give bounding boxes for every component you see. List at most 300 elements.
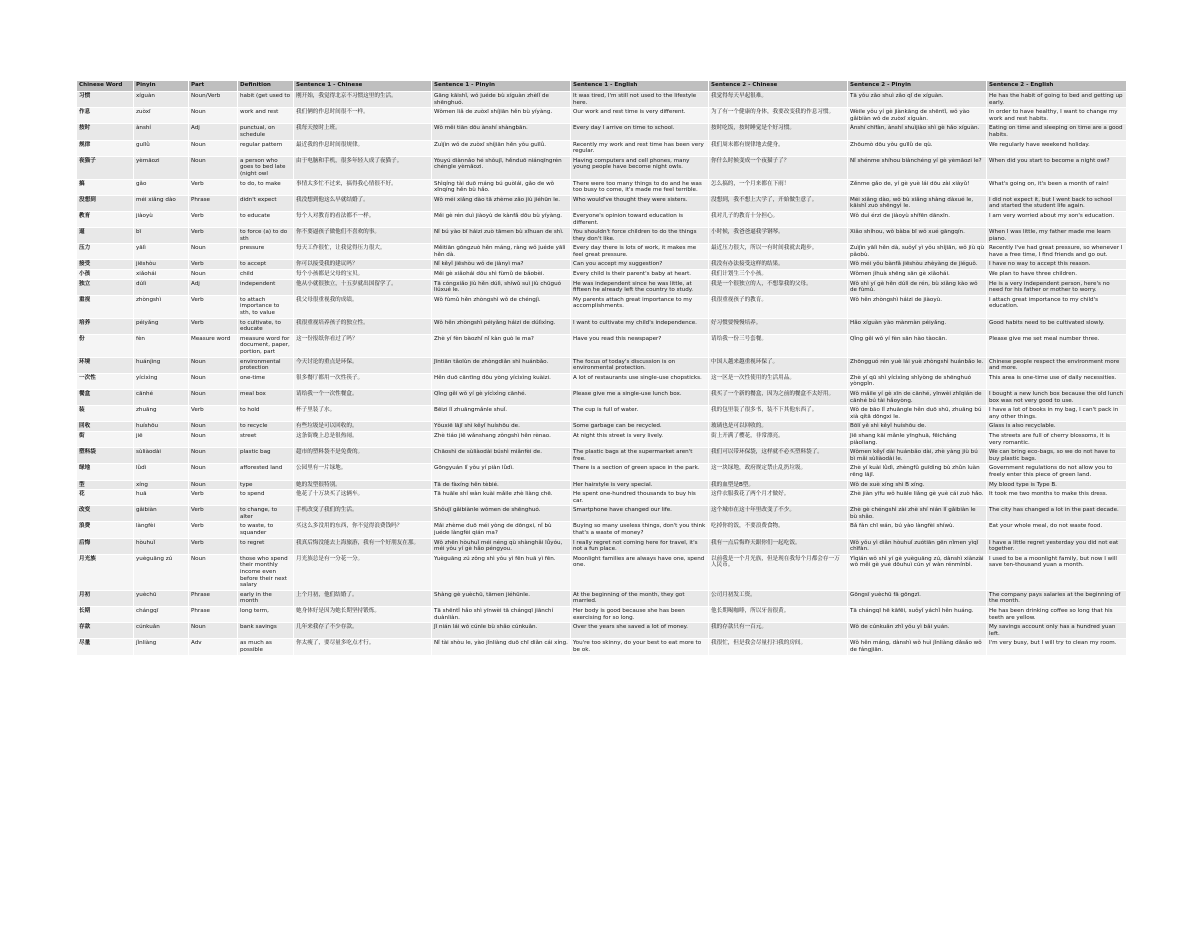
cell-pinyin: yuèchū xyxy=(134,590,189,606)
column-header-pinyin: Pinyin xyxy=(134,81,189,92)
cell-sentence1-chinese: 手机改变了我们的生活。 xyxy=(294,506,432,522)
cell-sentence2-english: Government regulations do not allow you to freely enter this piece of green land. xyxy=(987,464,1127,480)
cell-sentence2-english: When did you start to become a night owl? xyxy=(987,156,1127,179)
cell-sentence2-pinyin: Wǒ duì érzi de jiàoyù shífēn dānxīn. xyxy=(848,211,987,227)
cell-sentence2-english: We plan to have three children. xyxy=(987,270,1127,280)
cell-part: Noun xyxy=(189,448,238,464)
cell-sentence2-chinese: 最近压力很大，所以一有时间我就去跑步。 xyxy=(709,244,848,260)
cell-pinyin: làngfèi xyxy=(134,522,189,538)
cell-chinese-word: 改变 xyxy=(77,506,134,522)
table-row xyxy=(77,389,1127,405)
cell-sentence1-english: Recently my work and rest time has been very regular. xyxy=(571,140,709,156)
cell-sentence1-chinese: 买这么多没用的东西，你不觉得浪费钱吗？ xyxy=(294,522,432,538)
cell-sentence2-chinese: 按时吃饭，按时睡觉是个好习惯。 xyxy=(709,124,848,140)
cell-sentence1-pinyin: Wǒmen liǎ de zuòxī shíjiān hěn bù yíyàng. xyxy=(432,108,571,124)
cell-sentence1-chinese: 他从小就很独立，十五岁就出国留学了。 xyxy=(294,279,432,295)
cell-pinyin: xíng xyxy=(134,480,189,490)
cell-chinese-word: 花 xyxy=(77,490,134,506)
cell-sentence2-english: My savings account only has a hundred yuan left. xyxy=(987,623,1127,639)
cell-sentence1-pinyin: Tā shēntǐ hǎo shì yīnwèi tā chángqī jiānchí duànliàn. xyxy=(432,607,571,623)
cell-sentence2-english: He is a very independent person, here's no need for his father or mother to worry. xyxy=(987,279,1127,295)
cell-part: Phrase xyxy=(189,195,238,211)
cell-sentence1-pinyin: Tā huāle shí wàn kuài mǎile zhè liàng chē. xyxy=(432,490,571,506)
cell-sentence2-chinese: 我的血型是B型。 xyxy=(709,480,848,490)
cell-sentence1-pinyin: Nǐ bú yào bī háizi zuò tāmen bù xǐhuan de shì. xyxy=(432,228,571,244)
cell-definition: to change, to alter xyxy=(238,506,294,522)
cell-definition: one-time xyxy=(238,373,294,389)
cell-sentence2-pinyin: Zěnme gǎo de, yí gè yuè lái dōu zài xiàyǔ! xyxy=(848,179,987,195)
column-header-chinese-word: Chinese Word xyxy=(77,81,134,92)
cell-sentence2-english: When I was little, my father made me learn piano. xyxy=(987,228,1127,244)
cell-sentence1-chinese: 我父母很重视我的成绩。 xyxy=(294,295,432,318)
cell-sentence1-pinyin: Tā de fàxíng hěn tèbié. xyxy=(432,480,571,490)
cell-sentence1-chinese: 你不要逼孩子做他们不喜欢的事。 xyxy=(294,228,432,244)
cell-pinyin: zhuāng xyxy=(134,406,189,422)
table-row xyxy=(77,538,1127,554)
table-row xyxy=(77,195,1127,211)
cell-definition: punctual, on schedule xyxy=(238,124,294,140)
cell-pinyin: yālì xyxy=(134,244,189,260)
cell-chinese-word: 一次性 xyxy=(77,373,134,389)
cell-chinese-word: 重视 xyxy=(77,295,134,318)
cell-sentence2-chinese: 请给我一份三号套餐。 xyxy=(709,334,848,357)
cell-sentence1-english: Moonlight families are always have one, spend one. xyxy=(571,554,709,590)
header-row xyxy=(77,81,1127,92)
cell-chinese-word: 存款 xyxy=(77,623,134,639)
table-row xyxy=(77,179,1127,195)
cell-sentence2-chinese: 公司月初发工资。 xyxy=(709,590,848,606)
cell-sentence2-english: Good habits need to be cultivated slowly. xyxy=(987,318,1127,334)
cell-part: Verb xyxy=(189,490,238,506)
cell-sentence2-pinyin: Zhè gè chéngshì zài zhè shí nián lǐ gǎibiàn le bù shǎo. xyxy=(848,506,987,522)
cell-definition: independent xyxy=(238,279,294,295)
column-header-sentence1-english: Sentence 1 - English xyxy=(571,81,709,92)
cell-part: Measure word xyxy=(189,334,238,357)
cell-sentence2-chinese: 我觉得每天早起很难。 xyxy=(709,92,848,108)
cell-sentence2-pinyin: Xiǎo shíhou, wǒ bàba bī wǒ xué gāngqín. xyxy=(848,228,987,244)
cell-chinese-word: 教育 xyxy=(77,211,134,227)
cell-chinese-word: 规律 xyxy=(77,140,134,156)
cell-sentence2-english: In order to have healthy, I want to change my work and rest habits. xyxy=(987,108,1127,124)
cell-sentence2-english: I am very worried about my son's education. xyxy=(987,211,1127,227)
cell-part: Verb xyxy=(189,295,238,318)
cell-chinese-word: 长期 xyxy=(77,607,134,623)
cell-chinese-word: 绿地 xyxy=(77,464,134,480)
cell-definition: regular pattern xyxy=(238,140,294,156)
cell-sentence2-english: The streets are full of cherry blossoms, it is very romantic. xyxy=(987,431,1127,447)
cell-sentence2-chinese: 这一区是一次性使用的生活用品。 xyxy=(709,373,848,389)
cell-sentence1-pinyin: Wǒ méi xiǎng dào tā zhème zǎo jiù jiéhūn le. xyxy=(432,195,571,211)
cell-sentence2-chinese: 玻璃也是可以回收的。 xyxy=(709,422,848,432)
table-row xyxy=(77,228,1127,244)
cell-sentence2-pinyin: Méi xiǎng dào, wǒ bù xiǎng shàng dàxué le, kāishǐ zuò shēngyì le. xyxy=(848,195,987,211)
cell-sentence2-english: Recently I've had great pressure, so whenever I have a free time, I find friends and go out. xyxy=(987,244,1127,260)
cell-sentence1-english: The focus of today's discussion is on environmental protection. xyxy=(571,357,709,373)
cell-sentence1-chinese: 刚开始，我觉得北京不习惯这里的生活。 xyxy=(294,92,432,108)
cell-sentence1-english: At the beginning of the month, they got married. xyxy=(571,590,709,606)
cell-chinese-word: 份 xyxy=(77,334,134,357)
cell-pinyin: huánjìng xyxy=(134,357,189,373)
cell-sentence1-english: There were too many things to do and he was too busy to come, it's made me feel terrible. xyxy=(571,179,709,195)
cell-sentence1-pinyin: Nǐ tài shòu le, yào jǐnliàng duō chī diǎn cái xíng. xyxy=(432,639,571,655)
cell-part: Noun xyxy=(189,270,238,280)
cell-sentence1-chinese: 我每天按时上班。 xyxy=(294,124,432,140)
cell-sentence1-chinese: 你太瘦了，要尽量多吃点才行。 xyxy=(294,639,432,655)
cell-sentence1-english: He was independent since he was little, at fifteen he already left the country to study. xyxy=(571,279,709,295)
cell-pinyin: jiēshòu xyxy=(134,260,189,270)
cell-sentence1-pinyin: Yǒuxiē lājī shì kěyǐ huíshōu de. xyxy=(432,422,571,432)
cell-sentence1-english: The cup is full of water. xyxy=(571,406,709,422)
cell-sentence2-pinyin: Zhè yí kuài lǜdì, zhèngfǔ guīdìng bù zhǔn luàn rēng lājī. xyxy=(848,464,987,480)
cell-sentence1-english: Every day there is lots of work, it makes me feel great pressure. xyxy=(571,244,709,260)
cell-sentence1-chinese: 公园里有一片绿地。 xyxy=(294,464,432,480)
cell-sentence2-pinyin: Wèile yǒu yí gè jiànkāng de shēntǐ, wǒ yào gǎibiàn wǒ de zuòxī xíguàn. xyxy=(848,108,987,124)
cell-sentence1-english: A lot of restaurants use single-use chopsticks. xyxy=(571,373,709,389)
column-header-definition: Definition xyxy=(238,81,294,92)
cell-part: Noun xyxy=(189,108,238,124)
cell-part: Noun xyxy=(189,140,238,156)
cell-definition: work and rest xyxy=(238,108,294,124)
cell-sentence2-english: I bought a new lunch box because the old lunch box was not very good to use. xyxy=(987,389,1127,405)
cell-sentence1-chinese: 今天讨论的重点是环保。 xyxy=(294,357,432,373)
cell-sentence2-chinese: 我有一点后悔昨天跟你们一起吃饭。 xyxy=(709,538,848,554)
cell-sentence1-chinese: 几年来我存了不少存款。 xyxy=(294,623,432,639)
cell-sentence1-chinese: 有些垃圾是可以回收的。 xyxy=(294,422,432,432)
cell-sentence1-pinyin: Mǎi zhème duō méi yòng de dōngxi, nǐ bù juéde làngfèi qián ma? xyxy=(432,522,571,538)
cell-sentence2-english: Eating on time and sleeping on time are a good habits. xyxy=(987,124,1127,140)
cell-sentence2-pinyin: Qǐng gěi wǒ yí fèn sān hào tàocān. xyxy=(848,334,987,357)
cell-sentence1-chinese: 她身体好是因为她长期坚持锻炼。 xyxy=(294,607,432,623)
cell-sentence1-pinyin: Hěn duō cāntīng dōu yòng yícìxìng kuàizi. xyxy=(432,373,571,389)
cell-sentence1-english: The plastic bags at the supermarket aren't free. xyxy=(571,448,709,464)
cell-chinese-word: 搞 xyxy=(77,179,134,195)
cell-pinyin: ànshí xyxy=(134,124,189,140)
cell-sentence1-pinyin: Bēizi lǐ zhuāngmǎnle shuǐ. xyxy=(432,406,571,422)
cell-sentence1-chinese: 我们俩的作息时间很不一样。 xyxy=(294,108,432,124)
cell-definition: pressure xyxy=(238,244,294,260)
cell-sentence2-chinese: 我们可以带环保袋，这样就不必买塑料袋了。 xyxy=(709,448,848,464)
cell-sentence2-chinese: 怎么搞的，一个月来都在下雨！ xyxy=(709,179,848,195)
cell-sentence2-chinese: 我的存款只有一百元。 xyxy=(709,623,848,639)
cell-sentence2-english: I have no way to accept this reason. xyxy=(987,260,1127,270)
cell-sentence1-chinese: 我没想到他这么早就结婚了。 xyxy=(294,195,432,211)
cell-sentence2-english: Glass is also recyclable. xyxy=(987,422,1127,432)
cell-sentence1-chinese: 由于电脑和手机，很多年轻人成了夜猫子。 xyxy=(294,156,432,179)
cell-sentence2-chinese: 中国人越来越重视环保了。 xyxy=(709,357,848,373)
cell-sentence1-english: Her body is good because she has been exercising for so long. xyxy=(571,607,709,623)
cell-pinyin: huíshōu xyxy=(134,422,189,432)
cell-sentence2-chinese: 为了有一个健康的身体，我要改变我的作息习惯。 xyxy=(709,108,848,124)
cell-sentence1-pinyin: Qǐng gěi wǒ yí gè yícìxìng cānhé. xyxy=(432,389,571,405)
cell-part: Verb xyxy=(189,228,238,244)
column-header-sentence2-pinyin: Sentence 2 - Pinyin xyxy=(848,81,987,92)
cell-definition: bank savings xyxy=(238,623,294,639)
cell-sentence1-pinyin: Jǐ nián lái wǒ cúnle bù shǎo cúnkuǎn. xyxy=(432,623,571,639)
cell-sentence1-english: I really regret not coming here for travel, it's not a fun place. xyxy=(571,538,709,554)
cell-sentence1-chinese: 很多餐厅都用一次性筷子。 xyxy=(294,373,432,389)
cell-definition: to force (a) to do sth xyxy=(238,228,294,244)
table-row xyxy=(77,279,1127,295)
table-row xyxy=(77,334,1127,357)
cell-pinyin: jiàoyù xyxy=(134,211,189,227)
cell-sentence2-chinese: 吃掉你的饭，不要浪费食物。 xyxy=(709,522,848,538)
cell-sentence2-chinese: 以前我是一个月光族，但是现在我每个月都会存一万人民币。 xyxy=(709,554,848,590)
cell-sentence1-english: Please give me a single-use lunch box. xyxy=(571,389,709,405)
cell-sentence2-pinyin: Zhè jiàn yīfu wǒ huāle liǎng gè yuè cái zuò hǎo. xyxy=(848,490,987,506)
cell-sentence2-chinese: 我买了一个新的餐盒，因为之前的餐盒不太好用。 xyxy=(709,389,848,405)
cell-sentence1-pinyin: Gāng kāishǐ, wǒ juéde bù xíguàn zhèlǐ de shēnghuó. xyxy=(432,92,571,108)
column-header-sentence2-english: Sentence 2 - English xyxy=(987,81,1127,92)
cell-chinese-word: 浪费 xyxy=(77,522,134,538)
table-row xyxy=(77,124,1127,140)
cell-definition: to waste, to squander xyxy=(238,522,294,538)
cell-chinese-word: 餐盒 xyxy=(77,389,134,405)
cell-sentence1-pinyin: Shàng gè yuèchū, tāmen jiéhūnle. xyxy=(432,590,571,606)
cell-sentence1-english: Buying so many useless things, don't you think that's a waste of money? xyxy=(571,522,709,538)
cell-part: Noun xyxy=(189,623,238,639)
table-row xyxy=(77,554,1127,590)
cell-sentence2-pinyin: Zhōngguó rén yuè lái yuè zhòngshì huánbǎo le. xyxy=(848,357,987,373)
cell-sentence1-english: Can you accept my suggestion? xyxy=(571,260,709,270)
cell-sentence2-chinese: 我很忙，但是我会尽量打扫我的房间。 xyxy=(709,639,848,655)
cell-sentence2-pinyin: Wǒ yǒu yì diǎn hòuhuǐ zuótiān gēn nǐmen yìqǐ chīfàn. xyxy=(848,538,987,554)
cell-definition: plastic bag xyxy=(238,448,294,464)
cell-sentence1-chinese: 我真后悔没能去上海旅游，我有一个好朋友在那。 xyxy=(294,538,432,554)
cell-sentence1-pinyin: Yóuyú diànnǎo hé shǒujī, hěnduō niánqīngrén chéngle yèmāozi. xyxy=(432,156,571,179)
cell-chinese-word: 作息 xyxy=(77,108,134,124)
cell-pinyin: huā xyxy=(134,490,189,506)
cell-sentence2-english: I used to be a moonlight family, but now I will save ten-thousand yuan a month. xyxy=(987,554,1127,590)
cell-sentence1-pinyin: Wǒ hěn zhòngshì péiyǎng háizi de dúlìxìng. xyxy=(432,318,571,334)
cell-pinyin: yèmāozi xyxy=(134,156,189,179)
cell-sentence1-english: Over the years she saved a lot of money. xyxy=(571,623,709,639)
cell-sentence1-english: It was tired, I'm still not used to the lifestyle here. xyxy=(571,92,709,108)
cell-pinyin: sùliàodài xyxy=(134,448,189,464)
cell-sentence1-english: I want to cultivate my child's independence. xyxy=(571,318,709,334)
cell-sentence1-chinese: 月光族总是有一分花一分。 xyxy=(294,554,432,590)
cell-sentence2-pinyin: Zuìjìn yālì hěn dà, suǒyǐ yì yǒu shíjiān, wǒ jiù qù pǎobù. xyxy=(848,244,987,260)
cell-sentence1-english: Every day I arrive on time to school. xyxy=(571,124,709,140)
cell-sentence2-chinese: 小时候，我爸爸逼我学钢琴。 xyxy=(709,228,848,244)
cell-definition: to cultivate, to educate xyxy=(238,318,294,334)
cell-definition: early in the month xyxy=(238,590,294,606)
cell-chinese-word: 独立 xyxy=(77,279,134,295)
cell-part: Verb xyxy=(189,318,238,334)
cell-sentence1-pinyin: Jīntiān tǎolùn de zhòngdiǎn shì huánbǎo. xyxy=(432,357,571,373)
table-row xyxy=(77,480,1127,490)
cell-sentence2-english: I have a lot of books in my bag, I can't pack in any other things. xyxy=(987,406,1127,422)
cell-part: Noun xyxy=(189,464,238,480)
cell-sentence2-pinyin: Jiē shang kāi mǎnle yīnghuā, fēicháng piàoliang. xyxy=(848,431,987,447)
table-row xyxy=(77,639,1127,655)
table-row xyxy=(77,623,1127,639)
table-row xyxy=(77,464,1127,480)
cell-chinese-word: 尽量 xyxy=(77,639,134,655)
cell-pinyin: jiē xyxy=(134,431,189,447)
cell-sentence1-english: My parents attach great importance to my accomplishments. xyxy=(571,295,709,318)
cell-sentence1-pinyin: Wǒ zhēn hòuhuǐ méi néng qù shànghǎi lǚyóu, méi yǒu yí gè hǎo péngyou. xyxy=(432,538,571,554)
cell-pinyin: xiǎohái xyxy=(134,270,189,280)
cell-chinese-word: 习惯 xyxy=(77,92,134,108)
cell-sentence2-english: He has the habit of going to bed and getting up early. xyxy=(987,92,1127,108)
cell-definition: measure word for document, paper, portion, part xyxy=(238,334,294,357)
table-row xyxy=(77,211,1127,227)
cell-sentence2-pinyin: Wǒ de bāo lǐ zhuāngle hěn duō shū, zhuāng bú xià qítā dōngxi le. xyxy=(848,406,987,422)
cell-sentence2-pinyin: Wǒ shì yí gè hěn dúlì de rén, bù xiǎng kào wǒ de fùmǔ. xyxy=(848,279,987,295)
cell-sentence2-chinese: 好习惯要慢慢培养。 xyxy=(709,318,848,334)
table-row xyxy=(77,490,1127,506)
vocabulary-sheet xyxy=(76,80,1126,656)
cell-definition: to recycle xyxy=(238,422,294,432)
cell-pinyin: jǐnliàng xyxy=(134,639,189,655)
cell-definition: child xyxy=(238,270,294,280)
cell-part: Noun xyxy=(189,156,238,179)
cell-chinese-word: 装 xyxy=(77,406,134,422)
cell-pinyin: cānhé xyxy=(134,389,189,405)
cell-sentence1-pinyin: Měi gè xiǎohái dōu shì fùmǔ de bǎobèi. xyxy=(432,270,571,280)
cell-definition: environmental protection xyxy=(238,357,294,373)
cell-sentence2-pinyin: Wǒ hěn zhòngshì háizi de jiàoyù. xyxy=(848,295,987,318)
table-row xyxy=(77,295,1127,318)
cell-sentence2-english: It took me two months to make this dress. xyxy=(987,490,1127,506)
cell-chinese-word: 夜猫子 xyxy=(77,156,134,179)
vocabulary-table xyxy=(76,80,1127,656)
table-row xyxy=(77,406,1127,422)
cell-definition: long term, xyxy=(238,607,294,623)
cell-sentence2-english: What's going on, it's been a month of rain! xyxy=(987,179,1127,195)
cell-sentence2-english: I'm very busy, but I will try to clean my room. xyxy=(987,639,1127,655)
cell-pinyin: péiyǎng xyxy=(134,318,189,334)
cell-sentence1-english: Everyone's opinion toward education is different. xyxy=(571,211,709,227)
cell-sentence2-english: We can bring eco-bags, so we do not have to buy plastic bags. xyxy=(987,448,1127,464)
cell-part: Verb xyxy=(189,538,238,554)
cell-definition: meal box xyxy=(238,389,294,405)
cell-chinese-word: 小孩 xyxy=(77,270,134,280)
cell-part: Verb xyxy=(189,179,238,195)
cell-part: Noun xyxy=(189,244,238,260)
cell-sentence1-english: Her hairstyle is very special. xyxy=(571,480,709,490)
cell-sentence1-english: He spent one-hundred thousands to buy his car. xyxy=(571,490,709,506)
cell-sentence1-pinyin: Měitiān gōngzuò hěn máng, ràng wǒ juéde yālì hěn dà. xyxy=(432,244,571,260)
cell-definition: didn't expect xyxy=(238,195,294,211)
cell-sentence1-english: Having computers and cell phones, many young people have become night owls. xyxy=(571,156,709,179)
cell-sentence2-pinyin: Zhōumò dōu yǒu guīlǜ de qù. xyxy=(848,140,987,156)
cell-sentence2-pinyin: Hǎo xíguàn yào mànmàn péiyǎng. xyxy=(848,318,987,334)
cell-part: Noun xyxy=(189,373,238,389)
table-row xyxy=(77,92,1127,108)
cell-part: Noun xyxy=(189,422,238,432)
cell-sentence2-chinese: 这件衣服我花了两个月才做好。 xyxy=(709,490,848,506)
cell-part: Adv xyxy=(189,639,238,655)
cell-sentence2-pinyin: Bǎ fàn chī wán, bú yào làngfèi shíwù. xyxy=(848,522,987,538)
cell-part: Adj xyxy=(189,279,238,295)
cell-sentence2-pinyin: Yǐqián wǒ shì yí gè yuèguāng zú, dànshì xiànzài wǒ měi gè yuè dōuhuì cún yí wàn rénmínbì. xyxy=(848,554,987,590)
cell-sentence2-chinese: 我的包里装了很多书，装不下其他东西了。 xyxy=(709,406,848,422)
cell-sentence2-english: I attach great importance to my child's education. xyxy=(987,295,1127,318)
cell-chinese-word: 回收 xyxy=(77,422,134,432)
cell-sentence1-pinyin: Wǒ fùmǔ hěn zhòngshì wǒ de chéngjì. xyxy=(432,295,571,318)
column-header-sentence1-pinyin: Sentence 1 - Pinyin xyxy=(432,81,571,92)
cell-sentence2-chinese: 这一块绿地，政府规定禁止乱扔垃圾。 xyxy=(709,464,848,480)
cell-definition: a person who goes to bed late (night owl xyxy=(238,156,294,179)
cell-definition: to hold xyxy=(238,406,294,422)
cell-definition: afforested land xyxy=(238,464,294,480)
cell-definition: as much as possible xyxy=(238,639,294,655)
cell-pinyin: dúlì xyxy=(134,279,189,295)
cell-sentence2-pinyin: Wǒ méi yǒu bànfǎ jiēshòu zhèyàng de jiéguǒ. xyxy=(848,260,987,270)
cell-sentence1-chinese: 上个月初，他们结婚了。 xyxy=(294,590,432,606)
cell-sentence1-english: Every child is their parent's baby at heart. xyxy=(571,270,709,280)
cell-pinyin: hòuhuǐ xyxy=(134,538,189,554)
cell-sentence2-pinyin: Ànshí chīfàn, ànshí shuìjiào shì gè hǎo xíguàn. xyxy=(848,124,987,140)
cell-part: Phrase xyxy=(189,607,238,623)
cell-part: Noun xyxy=(189,389,238,405)
cell-sentence2-pinyin: Gōngsī yuèchū fā gōngzī. xyxy=(848,590,987,606)
table-row xyxy=(77,607,1127,623)
cell-sentence1-chinese: 这条街晚上总是很热闹。 xyxy=(294,431,432,447)
cell-sentence1-pinyin: Zhè tiáo jiē wǎnshang zǒngshì hěn rènao. xyxy=(432,431,571,447)
cell-pinyin: bī xyxy=(134,228,189,244)
cell-sentence2-chinese: 我很重视孩子的教育。 xyxy=(709,295,848,318)
cell-sentence2-chinese: 我没有办法接受这样的结果。 xyxy=(709,260,848,270)
cell-sentence2-pinyin: Tā yǒu zǎo shuì zǎo qǐ de xíguàn. xyxy=(848,92,987,108)
cell-definition: street xyxy=(238,431,294,447)
table-body xyxy=(77,92,1127,656)
cell-sentence2-pinyin: Nǐ shénme shíhou biànchéng yí gè yèmāozi le? xyxy=(848,156,987,179)
cell-part: Verb xyxy=(189,506,238,522)
table-row xyxy=(77,590,1127,606)
cell-sentence1-chinese: 这一份报纸你看过了吗？ xyxy=(294,334,432,357)
cell-sentence1-chinese: 每个人对教育的看法都不一样。 xyxy=(294,211,432,227)
table-row xyxy=(77,431,1127,447)
table-row xyxy=(77,244,1127,260)
cell-part: Phrase xyxy=(189,590,238,606)
table-row xyxy=(77,373,1127,389)
table-row xyxy=(77,318,1127,334)
cell-pinyin: méi xiǎng dào xyxy=(134,195,189,211)
cell-pinyin: fèn xyxy=(134,334,189,357)
cell-sentence2-pinyin: Wǒ de xuè xíng shì B xíng. xyxy=(848,480,987,490)
cell-sentence1-pinyin: Zhè yí fèn bàozhǐ nǐ kàn guò le ma? xyxy=(432,334,571,357)
cell-chinese-word: 逼 xyxy=(77,228,134,244)
cell-part: Verb xyxy=(189,211,238,227)
cell-definition: to attach importance to sth, to value xyxy=(238,295,294,318)
cell-pinyin: lǜdì xyxy=(134,464,189,480)
table-row xyxy=(77,448,1127,464)
cell-sentence1-chinese: 每天工作很忙，让我觉得压力很大。 xyxy=(294,244,432,260)
cell-sentence2-english: He has been drinking coffee so long that his teeth are yellow. xyxy=(987,607,1127,623)
cell-pinyin: xíguàn xyxy=(134,92,189,108)
cell-sentence1-english: Smartphone have changed our life. xyxy=(571,506,709,522)
cell-sentence2-pinyin: Wǒmen kěyǐ dài huánbǎo dài, zhè yàng jiù bú bì mǎi sùliàodài le. xyxy=(848,448,987,464)
cell-chinese-word: 按时 xyxy=(77,124,134,140)
cell-sentence2-english: I did not expect it, but I went back to school and started the student life again. xyxy=(987,195,1127,211)
cell-sentence2-chinese: 我们计划生三个小孩。 xyxy=(709,270,848,280)
cell-part: Noun xyxy=(189,431,238,447)
cell-sentence2-chinese: 我是一个很独立的人，不想靠我的父母。 xyxy=(709,279,848,295)
cell-sentence2-chinese: 我们周末都有规律地去健身。 xyxy=(709,140,848,156)
cell-part: Verb xyxy=(189,522,238,538)
cell-chinese-word: 型 xyxy=(77,480,134,490)
cell-definition: those who spend their monthly income even before their next salary xyxy=(238,554,294,590)
cell-sentence2-english: Chinese people respect the environment more and more. xyxy=(987,357,1127,373)
cell-sentence1-chinese: 最近我的作息时间很规律。 xyxy=(294,140,432,156)
cell-pinyin: cúnkuǎn xyxy=(134,623,189,639)
cell-definition: to educate xyxy=(238,211,294,227)
cell-sentence1-english: You're too skinny, do your best to eat more to be ok. xyxy=(571,639,709,655)
cell-chinese-word: 没想到 xyxy=(77,195,134,211)
cell-sentence1-english: Some garbage can be recycled. xyxy=(571,422,709,432)
